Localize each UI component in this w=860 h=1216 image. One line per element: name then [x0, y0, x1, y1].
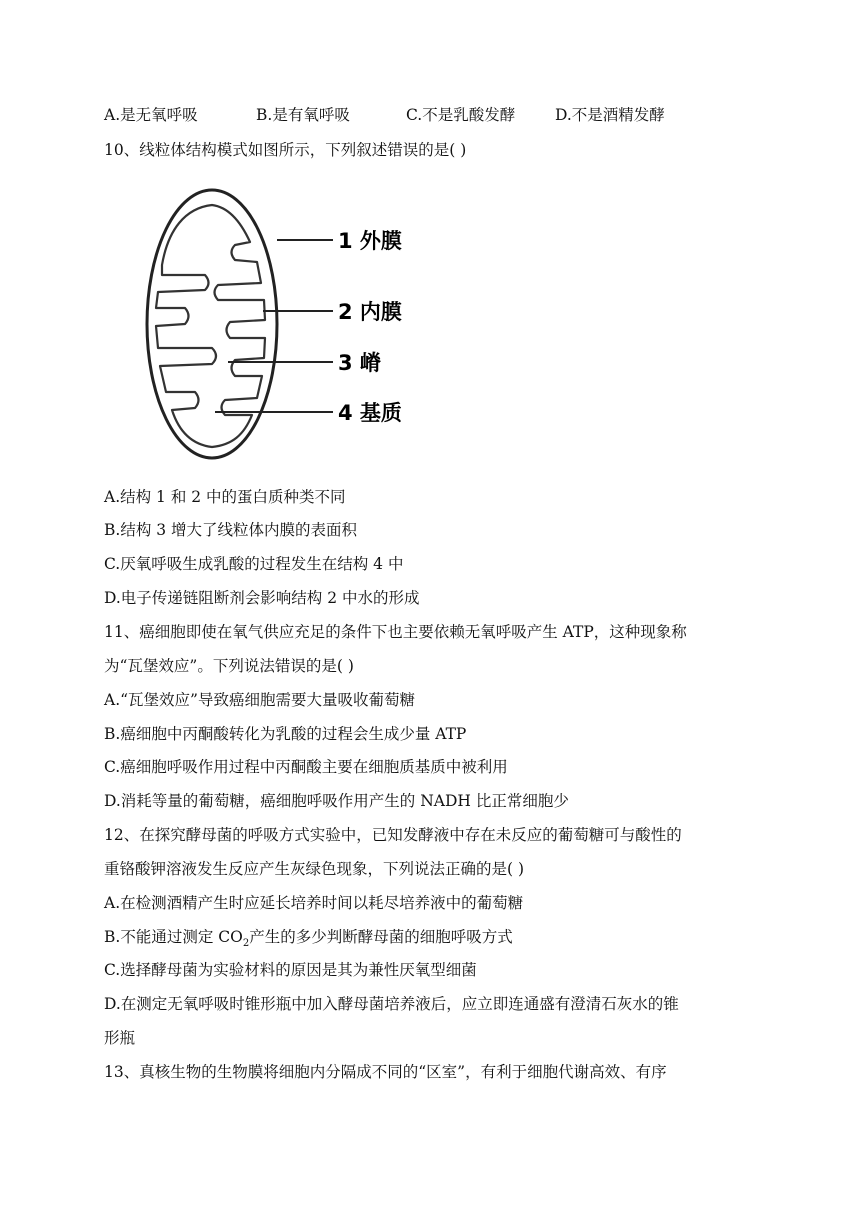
inner-membrane-crista-shape	[156, 205, 265, 447]
q12-option-b-post: 产生的多少判断酵母菌的细胞呼吸方式	[249, 928, 513, 946]
label-crista: 3 嵴	[338, 351, 381, 375]
q10-option-c: C.厌氧呼吸生成乳酸的过程发生在结构 4 中	[104, 555, 404, 573]
q10-option-d: D.电子传递链阻断剂会影响结构 2 中水的形成	[104, 589, 420, 607]
q12-option-a: A.在检测酒精产生时应延长培养时间以耗尽培养液中的葡萄糖	[104, 894, 524, 912]
q12-stem-line1: 12、在探究酵母菌的呼吸方式实验中，已知发酵液中存在未反应的葡萄糖可与酸性的	[104, 826, 682, 844]
q12-option-d-line2: 形瓶	[104, 1029, 136, 1047]
q9-option-a: A.是无氧呼吸	[104, 106, 198, 124]
q11-option-d: D.消耗等量的葡萄糖，癌细胞呼吸作用产生的 NADH 比正常细胞少	[104, 792, 569, 810]
q10-option-a: A.结构 1 和 2 中的蛋白质种类不同	[104, 488, 346, 506]
q11-stem-line1: 11、癌细胞即使在氧气供应充足的条件下也主要依赖无氧呼吸产生 ATP，这种现象称	[104, 623, 687, 641]
q12-stem-line2: 重铬酸钾溶液发生反应产生灰绿色现象，下列说法正确的是( )	[104, 860, 525, 878]
label-inner-membrane: 2 内膜	[338, 300, 402, 324]
q10-option-b: B.结构 3 增大了线粒体内膜的表面积	[104, 521, 358, 539]
label-outer-membrane: 1 外膜	[338, 229, 402, 253]
q9-option-c: C.不是乳酸发酵	[406, 106, 516, 124]
q10-stem: 10、线粒体结构模式如图所示，下列叙述错误的是( )	[104, 141, 467, 159]
outer-membrane-shape	[147, 190, 277, 458]
q13-stem-line1: 13、真核生物的生物膜将细胞内分隔成不同的“区室”，有利于细胞代谢高效、有序	[104, 1063, 667, 1081]
q9-option-d: D.不是酒精发酵	[555, 106, 665, 124]
q12-option-b	[104, 926, 513, 955]
q11-option-b: B.癌细胞中丙酮酸转化为乳酸的过程会生成少量 ATP	[104, 725, 467, 743]
q12-option-b-pre: B.不能通过测定 CO	[104, 928, 243, 946]
q11-option-c: C.癌细胞呼吸作用过程中丙酮酸主要在细胞质基质中被利用	[104, 758, 508, 776]
q12-option-d-line1: D.在测定无氧呼吸时锥形瓶中加入酵母菌培养液后，应立即连通盛有澄清石灰水的锥	[104, 995, 679, 1013]
q11-stem-line2: 为“瓦堡效应”。下列说法错误的是( )	[104, 657, 354, 675]
q12-option-c: C.选择酵母菌为实验材料的原因是其为兼性厌氧型细菌	[104, 961, 477, 979]
q9-option-b: B.是有氧呼吸	[256, 106, 350, 124]
q9-options	[104, 104, 665, 126]
co2-subscript: 2	[242, 938, 250, 950]
q11-option-a: A.“瓦堡效应”导致癌细胞需要大量吸收葡萄糖	[104, 691, 415, 709]
mitochondria-diagram	[140, 180, 440, 480]
label-matrix: 4 基质	[338, 401, 402, 425]
